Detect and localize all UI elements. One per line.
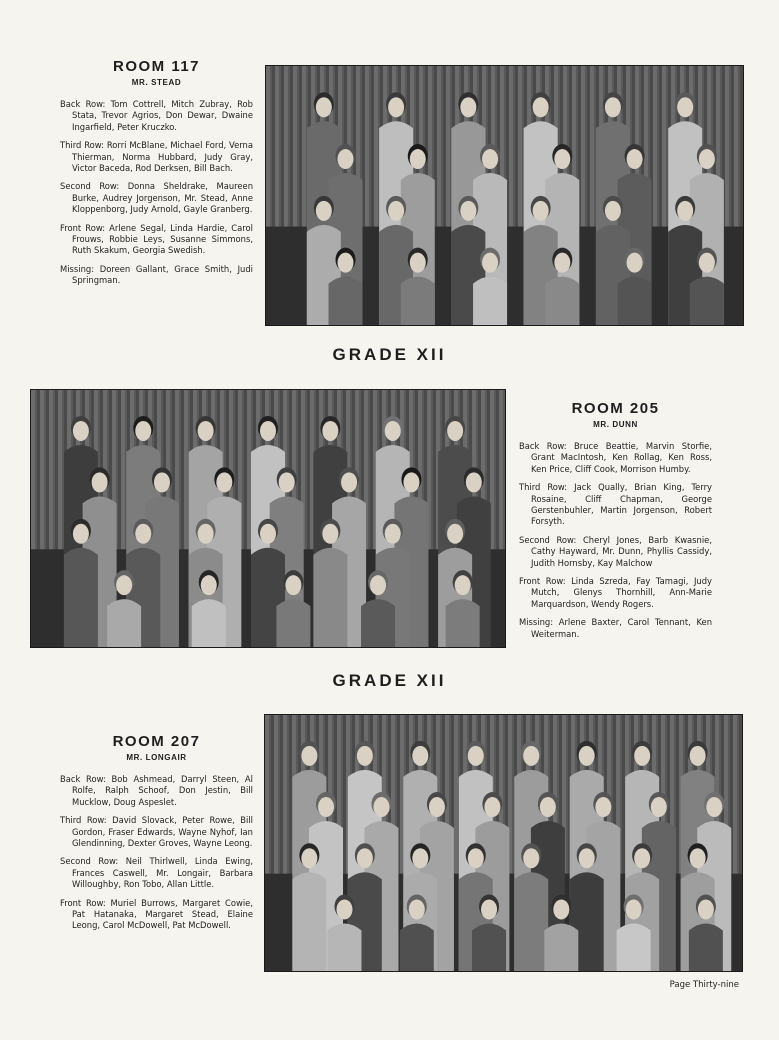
front-row-names: Front Row: Arlene Segal, Linda Hardie, Carol Frouws, Robbie Leys, Susanne Simmons, Ruth Skakum, Georgia Swedish. (60, 222, 253, 256)
grade-heading: GRADE XII (332, 671, 447, 690)
back-row-names: Back Row: Bob Ashmead, Darryl Steen, Al Rolfe, Ralph Schoof, Don Jestin, Bill Mucklow, Doug Aspeslet. (60, 774, 253, 807)
second-row-names: Second Row: Donna Sheldrake, Maureen Burke, Audrey Jorgenson, Mr. Stead, Anne Kloppenborg, Judy Arnold, Gayle Granberg. (60, 181, 253, 215)
back-row-names: Back Row: Bruce Beattie, Marvin Storfie, Grant MacIntosh, Ken Rollag, Ken Ross, Ken Price, Cliff Cook, Morrison Humby. (519, 441, 712, 474)
missing-names: Missing: Doreen Gallant, Grace Smith, Judi Springman. (60, 263, 253, 286)
room-title: ROOM 207 (112, 733, 201, 750)
teacher-name: MR. LONGAIR (126, 753, 187, 762)
room-title: ROOM 205 (571, 400, 660, 417)
room-207-class-photo (264, 714, 743, 972)
front-row-names: Front Row: Linda Szreda, Fay Tamagi, Judy Mutch, Glenys Thornhill, Ann-Marie Marquardson, Wendy Rogers. (519, 576, 712, 609)
second-row-names: Second Row: Neil Thirlwell, Linda Ewing, Frances Caswell, Mr. Longair, Barbara Willoughby, Ron Tobo, Allan Little. (60, 856, 253, 890)
third-row-names: Third Row: Jack Qually, Brian King, Terry Rosaine, Cliff Chapman, George Gerstenbuhler, Martin Jorgenson, Robert Forsyth. (519, 482, 712, 527)
grade-heading: GRADE XII (332, 345, 447, 364)
room-205-caption (519, 400, 712, 647)
missing-names: Missing: Arlene Baxter, Carol Tennant, Ken Weiterman. (519, 617, 712, 639)
front-row-names: Front Row: Muriel Burrows, Margaret Cowie, Pat Hatanaka, Margaret Stead, Elaine Leong, Carol McDowell, Pat McDowell. (60, 897, 253, 931)
third-row-names: Third Row: David Slovack, Peter Rowe, Bill Gordon, Fraser Edwards, Wayne Nyhof, Ian Glendinning, Dexter Groves, Wayne Leong. (60, 815, 253, 849)
page-number: Page Thirty-nine (669, 980, 739, 990)
room-207-caption (60, 733, 253, 939)
second-row-names: Second Row: Cheryl Jones, Barb Kwasnie, Cathy Hayward, Mr. Dunn, Phyllis Cassidy, Judith Hornsby, Kay Malchow (519, 534, 712, 568)
room-205-class-photo (30, 389, 506, 648)
room-117-class-photo (265, 65, 744, 326)
teacher-name: MR. STEAD (131, 78, 182, 87)
room-title: ROOM 117 (112, 58, 201, 75)
room-117-caption (60, 58, 253, 294)
teacher-name: MR. DUNN (593, 420, 638, 429)
back-row-names: Back Row: Tom Cottrell, Mitch Zubray, Rob Stata, Trevor Agrios, Don Dewar, Dwaine Ingarfield, Peter Kruczko. (60, 99, 253, 132)
third-row-names: Third Row: Rorri McBlane, Michael Ford, Verna Thierman, Norma Hubbard, Judy Gray, Victor Baceda, Rod Derksen, Bill Bach. (60, 140, 253, 174)
